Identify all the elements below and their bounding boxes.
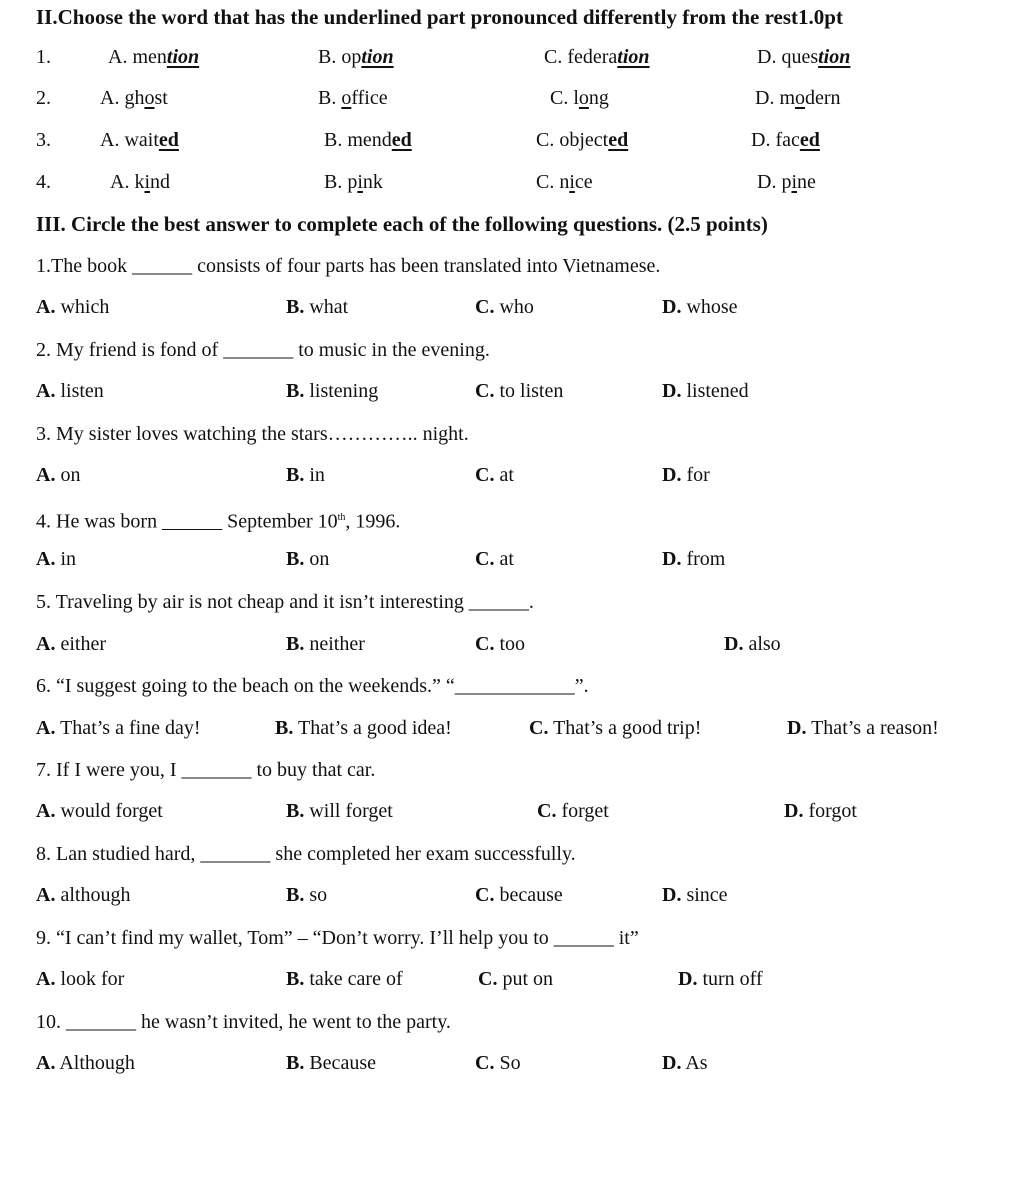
option-b[interactable]: B. pink (324, 171, 383, 193)
mc-question-1-options (0, 290, 1024, 324)
mc-question-7-stem: 7. If I were you, I _______ to buy that car. (36, 759, 376, 781)
option-a[interactable]: A. mention (108, 46, 200, 68)
option-d[interactable]: D. modern (755, 87, 841, 109)
pron-question-3 (0, 123, 1024, 157)
option-b[interactable]: B. option (318, 46, 394, 68)
mc-question-2-stem: 2. My friend is fond of _______ to music in the evening. (36, 339, 490, 361)
option-b[interactable]: B. will forget (286, 800, 393, 822)
mc-question-3-stem: 3. My sister loves watching the stars………….. night. (36, 423, 469, 445)
option-b[interactable]: B. in (286, 464, 325, 486)
mc-question-5-stem: 5. Traveling by air is not cheap and it isn’t interesting ______. (36, 591, 534, 613)
pron-question-1 (0, 40, 1024, 74)
option-d[interactable]: D. pine (757, 171, 816, 193)
option-d[interactable]: D. forgot (784, 800, 857, 822)
option-a[interactable]: A. listen (36, 380, 104, 402)
option-c[interactable]: C. at (475, 548, 514, 570)
option-a[interactable]: A. That’s a fine day! (36, 717, 201, 739)
question-number: 4. (36, 171, 51, 193)
option-d[interactable]: D. from (662, 548, 726, 570)
option-d[interactable]: D. As (662, 1052, 708, 1074)
option-b[interactable]: B. Because (286, 1052, 376, 1074)
option-c[interactable]: C. That’s a good trip! (529, 717, 702, 739)
option-d[interactable]: D. That’s a reason! (787, 717, 939, 739)
option-c[interactable]: C. at (475, 464, 514, 486)
pron-question-2 (0, 81, 1024, 115)
option-a[interactable]: A. on (36, 464, 81, 486)
mc-question-1-stem: 1.The book ______ consists of four parts has been translated into Vietnamese. (36, 255, 661, 277)
section-2-title: II.Choose the word that has the underlined part pronounced differently from the rest1.0pt (36, 5, 843, 29)
pron-question-4 (0, 165, 1024, 199)
option-c[interactable]: C. long (550, 87, 609, 109)
mc-question-8-options (0, 878, 1024, 912)
question-number: 2. (36, 87, 51, 109)
option-a[interactable]: A. kind (110, 171, 171, 193)
option-b[interactable]: B. office (318, 87, 388, 109)
mc-question-9-stem: 9. “I can’t find my wallet, Tom” – “Don’t worry. I’ll help you to ______ it” (36, 927, 639, 949)
option-b[interactable]: B. what (286, 296, 349, 318)
option-b[interactable]: B. mended (324, 129, 412, 151)
option-a[interactable]: A. although (36, 884, 131, 906)
option-c[interactable]: C. because (475, 884, 563, 906)
option-d[interactable]: D. turn off (678, 968, 763, 990)
question-number: 3. (36, 129, 51, 151)
option-d[interactable]: D. question (757, 46, 851, 68)
option-c[interactable]: C. who (475, 296, 534, 318)
mc-question-8-stem: 8. Lan studied hard, _______ she completed her exam successfully. (36, 843, 576, 865)
option-b[interactable]: B. listening (286, 380, 379, 402)
option-c[interactable]: C. So (475, 1052, 521, 1074)
option-d[interactable]: D. whose (662, 296, 738, 318)
mc-question-7-options (0, 794, 1024, 828)
option-c[interactable]: C. forget (537, 800, 609, 822)
option-a[interactable]: A. ghost (100, 87, 168, 109)
mc-question-4-options (0, 542, 1024, 576)
mc-question-6-stem: 6. “I suggest going to the beach on the weekends.” “____________”. (36, 675, 589, 697)
option-a[interactable]: A. either (36, 633, 106, 655)
option-c[interactable]: C. put on (478, 968, 554, 990)
option-b[interactable]: B. so (286, 884, 328, 906)
mc-question-10-options (0, 1046, 1024, 1080)
option-a[interactable]: A. which (36, 296, 110, 318)
option-d[interactable]: D. also (724, 633, 781, 655)
option-c[interactable]: C. to listen (475, 380, 564, 402)
option-b[interactable]: B. That’s a good idea! (275, 717, 452, 739)
option-a[interactable]: A. look for (36, 968, 125, 990)
mc-question-3-options (0, 458, 1024, 492)
option-c[interactable]: C. nice (536, 171, 593, 193)
option-d[interactable]: D. for (662, 464, 710, 486)
mc-question-10-stem: 10. _______ he wasn’t invited, he went to the party. (36, 1011, 451, 1033)
mc-question-2-options (0, 374, 1024, 408)
option-a[interactable]: A. in (36, 548, 77, 570)
mc-question-9-options (0, 962, 1024, 996)
mc-question-5-options (0, 627, 1024, 661)
mc-question-6-options (0, 711, 1024, 745)
option-a[interactable]: A. waited (100, 129, 179, 151)
mc-question-4-stem: 4. He was born ______ September 10th, 1996. (36, 510, 401, 533)
option-d[interactable]: D. faced (751, 129, 820, 151)
option-c[interactable]: C. federation (544, 46, 650, 68)
question-number: 1. (36, 46, 51, 68)
option-d[interactable]: D. listened (662, 380, 749, 402)
option-b[interactable]: B. on (286, 548, 330, 570)
option-a[interactable]: A. would forget (36, 800, 163, 822)
option-c[interactable]: C. objected (536, 129, 629, 151)
option-a[interactable]: A. Although (36, 1052, 135, 1074)
option-c[interactable]: C. too (475, 633, 526, 655)
section-3-title: III. Circle the best answer to complete each of the following questions. (2.5 points) (36, 212, 768, 236)
option-b[interactable]: B. take care of (286, 968, 403, 990)
option-b[interactable]: B. neither (286, 633, 365, 655)
option-d[interactable]: D. since (662, 884, 728, 906)
